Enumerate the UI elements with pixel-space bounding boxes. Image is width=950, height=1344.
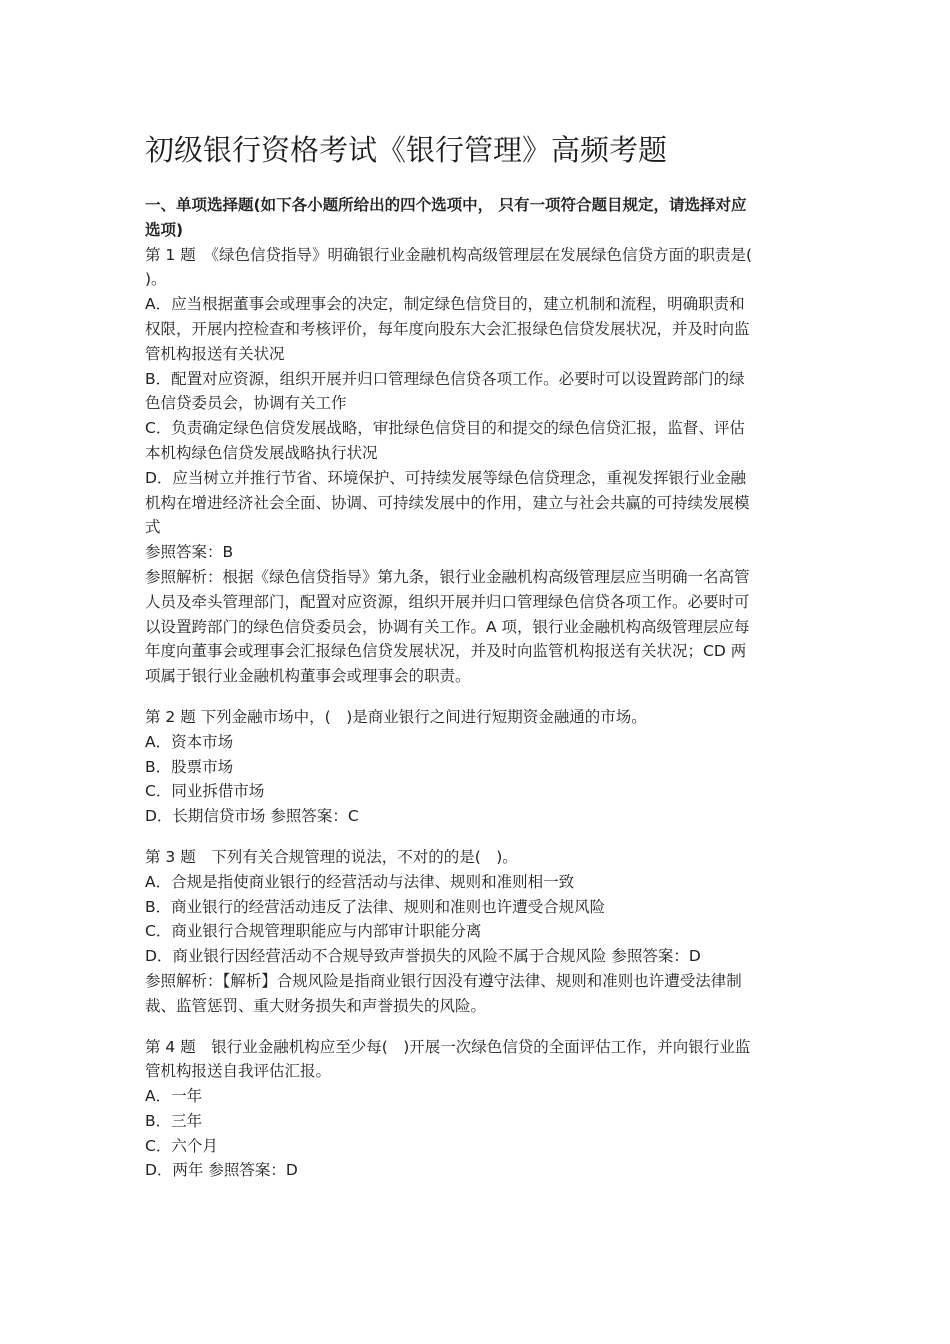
section-heading-line: 选项) <box>145 220 184 239</box>
question-stem: 管机构报送自我评估汇报。 <box>145 1062 332 1081</box>
question-stem: 第 4 题 银行业金融机构应至少每( )开展一次绿色信贷的全面评估工作，并向银行业监 <box>145 1037 751 1056</box>
option-line: 本机构绿色信贷发展战略执行状况 <box>145 443 378 462</box>
spacer <box>145 689 805 705</box>
answer-line: 参照答案：B <box>145 543 234 562</box>
option-line: 权限，开展内控检查和考核评价，每年度向股东大会汇报绿色信贷发展状况，并及时向监 <box>145 319 750 338</box>
question-stem: )。 <box>145 270 167 289</box>
document-title: 初级银行资格考试《银行管理》高频考题 <box>145 133 668 167</box>
spacer <box>145 1019 805 1035</box>
option-line: A．一年 <box>145 1087 203 1106</box>
question-stem: 第 2 题 下列金融市场中，( )是商业银行之间进行短期资金融通的市场。 <box>145 707 647 726</box>
option-line: C．同业拆借市场 <box>145 782 265 801</box>
question-1 <box>145 243 805 689</box>
option-line: D．应当树立并推行节省、环境保护、可持续发展等绿色信贷理念，重视发挥银行业金融 <box>145 468 746 487</box>
option-line: B．三年 <box>145 1111 203 1130</box>
analysis-line: 项属于银行业金融机构董事会或理事会的职责。 <box>145 667 471 686</box>
question-3 <box>145 845 805 1019</box>
question-stem: 第 1 题 《绿色信贷指导》明确银行业金融机构高级管理层在发展绿色信贷方面的职责是( <box>145 245 753 264</box>
document-body <box>145 193 805 1183</box>
option-line: 机构在增进经济社会全面、协调、可持续发展中的作用，建立与社会共赢的可持续发展模 <box>145 493 750 512</box>
analysis-line: 参照解析：【解析】合规风险是指商业银行因没有遵守法律、规则和准则也许遭受法律制 <box>145 971 742 990</box>
analysis-line: 人员及牵头管理部门，配置对应资源，组织开展并归口管理绿色信贷各项工作。必要时可 <box>145 592 750 611</box>
option-line: D．两年 参照答案：D <box>145 1161 298 1180</box>
option-line: 管机构报送有关状况 <box>145 344 285 363</box>
option-line: B．配置对应资源，组织开展并归口管理绿色信贷各项工作。必要时可以设置跨部门的绿 <box>145 369 745 388</box>
analysis-line: 以设置跨部门的绿色信贷委员会，协调有关工作。A 项，银行业金融机构高级管理层应每 <box>145 617 750 636</box>
option-line: B．股票市场 <box>145 757 234 776</box>
option-line: B．商业银行的经营活动违反了法律、规则和准则也许遭受合规风险 <box>145 897 606 916</box>
analysis-line: 参照解析：根据《绿色信贷指导》第九条，银行业金融机构高级管理层应当明确一名高管 <box>145 567 750 586</box>
section-heading-line: 一、单项选择题(如下各小题所给出的四个选项中， 只有一项符合题目规定，请选择对应 <box>145 196 747 214</box>
analysis-line: 裁、监管惩罚、重大财务损失和声誉损失的风险。 <box>145 996 487 1015</box>
option-line: D．长期信贷市场 参照答案：C <box>145 807 359 826</box>
question-2 <box>145 705 805 829</box>
spacer <box>145 829 805 845</box>
option-line: 色信贷委员会，协调有关工作 <box>145 394 347 413</box>
option-line: C．商业银行合规管理职能应与内部审计职能分离 <box>145 922 482 941</box>
option-line: C．六个月 <box>145 1136 218 1155</box>
section-heading <box>145 193 805 243</box>
option-line: C．负责确定绿色信贷发展战略，审批绿色信贷目的和提交的绿色信贷汇报，监督、评估 <box>145 419 745 438</box>
option-line: A．合规是指使商业银行的经营活动与法律、规则和准则相一致 <box>145 872 575 891</box>
question-4 <box>145 1035 805 1184</box>
analysis-line: 年度向董事会或理事会汇报绿色信贷发展状况，并及时向监管机构报送有关状况；CD 两 <box>145 642 747 661</box>
option-line: A．应当根据董事会或理事会的决定，制定绿色信贷目的，建立机制和流程，明确职责和 <box>145 295 745 314</box>
question-stem: 第 3 题 下列有关合规管理的说法，不对的的是( )。 <box>145 847 518 866</box>
option-line: A．资本市场 <box>145 732 234 751</box>
option-line: D．商业银行因经营活动不合规导致声誉损失的风险不属于合规风险 参照答案：D <box>145 947 701 966</box>
option-line: 式 <box>145 518 161 537</box>
